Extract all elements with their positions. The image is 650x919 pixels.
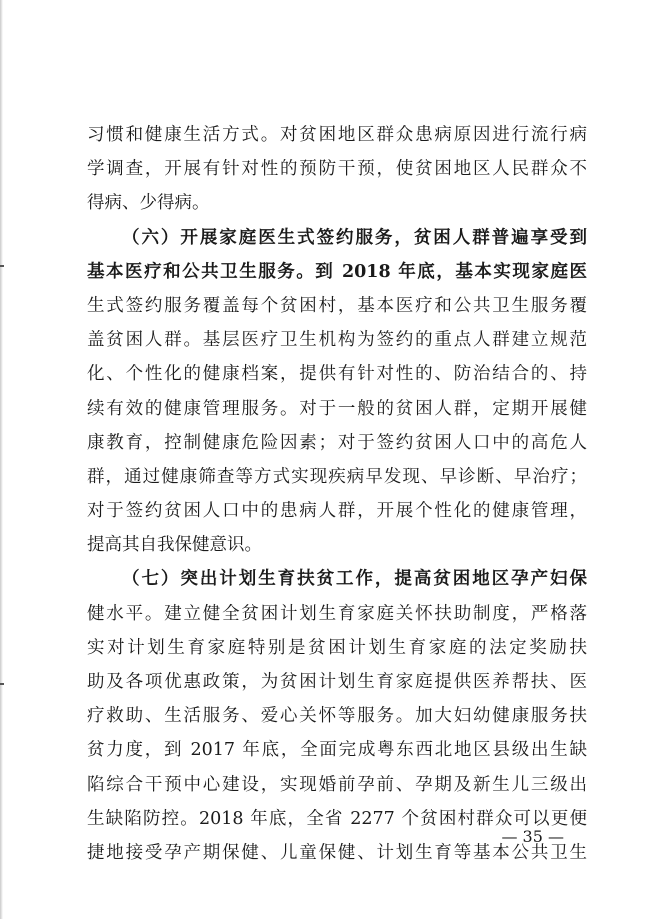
- paragraph-line: 习惯和健康生活方式。对贫困地区群众患病原因进行流行病: [87, 125, 587, 145]
- paragraph-line: 生缺陷防控。2018 年底，全省 2277 个贫困村群众可以更便: [87, 808, 587, 829]
- paragraph-line: 学调查，开展有针对性的预防干预，使贫困地区人民群众不: [87, 159, 587, 180]
- paragraph-line: 续有效的健康管理服务。对于一般的贫困人群，定期开展健: [87, 398, 587, 419]
- paragraph-line: 盖贫困人群。基层医疗卫生机构为签约的重点人群建立规范: [87, 330, 587, 351]
- edge-mark-top: [0, 265, 4, 267]
- paragraph-line: 助及各项优惠政策，为贫困计划生育家庭提供医养帮扶、医: [87, 672, 587, 692]
- section-heading-7: （七）突出计划生育扶贫工作，提高贫困地区孕产妇保: [122, 569, 587, 590]
- paragraph-line: 生式签约服务覆盖每个贫困村，基本医疗和公共卫生服务覆: [87, 295, 587, 316]
- paragraph-line: 实对计划生育家庭特别是贫困计划生育家庭的法定奖励扶: [87, 637, 587, 658]
- paragraph-line: 陷综合干预中心建设，实现婚前孕前、孕期及新生儿三级出: [87, 774, 587, 795]
- edge-mark-bottom: [0, 683, 4, 685]
- paragraph-line: 贫力度，到 2017 年底，全面完成粤东西北地区县级出生缺: [87, 740, 587, 761]
- page-number: — 35 —: [501, 827, 564, 846]
- paragraph-line: 得病、少得病。: [87, 193, 210, 214]
- section-heading-6: （六）开展家庭医生式签约服务，贫困人群普遍享受到: [122, 227, 587, 248]
- paragraph-line: 康教育，控制健康危险因素；对于签约贫困人口中的高危人: [87, 432, 587, 453]
- section-heading-6-continued: 基本医疗和公共卫生服务。到 2018 年底，基本实现家庭医: [87, 261, 587, 282]
- paragraph-line: 健水平。建立健全贫困计划生育家庭关怀扶助制度，严格落: [87, 603, 587, 624]
- paragraph-line: 捷地接受孕产期保健、儿童保健、计划生育等基本公共卫生: [87, 842, 587, 863]
- paragraph-line: 化、个性化的健康档案，提供有针对性的、防治结合的、持: [87, 364, 587, 385]
- paragraph-line: 群，通过健康筛查等方式实现疾病早发现、早诊断、早治疗；: [87, 466, 587, 487]
- paragraph-line: 对于签约贫困人口中的患病人群，开展个性化的健康管理，: [87, 501, 587, 522]
- paragraph-line: 疗救助、生活服务、爱心关怀等服务。加大妇幼健康服务扶: [87, 706, 587, 727]
- binding-edge: [0, 0, 3, 919]
- body-text: [87, 118, 587, 870]
- paragraph-line: 提高其自我保健意识。: [87, 535, 262, 556]
